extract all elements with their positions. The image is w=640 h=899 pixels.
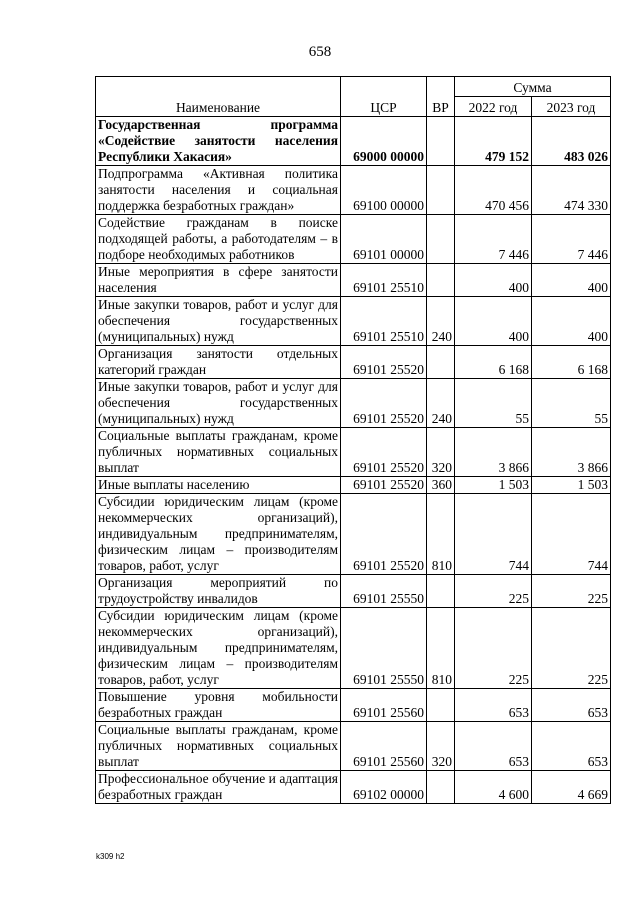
- table-row: [96, 117, 611, 166]
- row-csr: 69101 00000: [341, 215, 427, 264]
- row-name: Профессиональное обучение и адаптация безработных граждан: [96, 771, 341, 804]
- row-csr: 69101 25510: [341, 264, 427, 297]
- header-vr: ВР: [427, 77, 455, 117]
- row-sum-2023: 3 866: [532, 428, 611, 477]
- row-sum-2022: 470 456: [455, 166, 532, 215]
- row-sum-2023: 483 026: [532, 117, 611, 166]
- row-sum-2023: 4 669: [532, 771, 611, 804]
- row-sum-2023: 653: [532, 722, 611, 771]
- header-sum: Сумма: [455, 77, 611, 97]
- row-sum-2022: 7 446: [455, 215, 532, 264]
- row-name: Социальные выплаты гражданам, кроме публичных нормативных социальных выплат: [96, 722, 341, 771]
- table-body: [96, 117, 611, 804]
- row-vr: [427, 117, 455, 166]
- row-name: Иные закупки товаров, работ и услуг для обеспечения государственных (муниципальных) нужд: [96, 297, 341, 346]
- table-row: [96, 297, 611, 346]
- row-name: Повышение уровня мобильности безработных граждан: [96, 689, 341, 722]
- row-name: Субсидии юридическим лицам (кроме некоммерческих организаций), индивидуальным предпринимателям, физическим лицам – производителям товаров, работ, услуг: [96, 608, 341, 689]
- row-sum-2023: 653: [532, 689, 611, 722]
- row-sum-2022: 400: [455, 297, 532, 346]
- row-sum-2022: 3 866: [455, 428, 532, 477]
- row-name: Иные закупки товаров, работ и услуг для обеспечения государственных (муниципальных) нужд: [96, 379, 341, 428]
- row-vr: [427, 689, 455, 722]
- header-year-2022: 2022 год: [455, 97, 532, 117]
- table-row: [96, 575, 611, 608]
- table-row: [96, 428, 611, 477]
- row-sum-2022: 400: [455, 264, 532, 297]
- row-name: Социальные выплаты гражданам, кроме публичных нормативных социальных выплат: [96, 428, 341, 477]
- table-row: [96, 477, 611, 494]
- row-sum-2023: 1 503: [532, 477, 611, 494]
- row-sum-2023: 6 168: [532, 346, 611, 379]
- row-vr: 320: [427, 722, 455, 771]
- row-vr: 240: [427, 297, 455, 346]
- row-sum-2022: 4 600: [455, 771, 532, 804]
- row-vr: [427, 575, 455, 608]
- row-vr: 810: [427, 494, 455, 575]
- table-row: [96, 166, 611, 215]
- table-row: [96, 771, 611, 804]
- table-row: [96, 264, 611, 297]
- header-name: Наименование: [96, 77, 341, 117]
- row-vr: [427, 771, 455, 804]
- row-sum-2022: 6 168: [455, 346, 532, 379]
- table-row: [96, 494, 611, 575]
- row-csr: 69101 25520: [341, 379, 427, 428]
- row-sum-2023: 225: [532, 608, 611, 689]
- budget-table: [95, 76, 611, 804]
- row-csr: 69101 25520: [341, 494, 427, 575]
- row-name: Иные мероприятия в сфере занятости населения: [96, 264, 341, 297]
- row-sum-2023: 400: [532, 264, 611, 297]
- row-name: Иные выплаты населению: [96, 477, 341, 494]
- row-name: Содействие гражданам в поиске подходящей работы, а работодателям – в подборе необходимых работников: [96, 215, 341, 264]
- row-sum-2023: 225: [532, 575, 611, 608]
- row-sum-2023: 400: [532, 297, 611, 346]
- row-sum-2022: 1 503: [455, 477, 532, 494]
- header-year-2023: 2023 год: [532, 97, 611, 117]
- row-name: Организация занятости отдельных категорий граждан: [96, 346, 341, 379]
- row-sum-2022: 225: [455, 608, 532, 689]
- row-sum-2022: 744: [455, 494, 532, 575]
- table-row: [96, 379, 611, 428]
- row-csr: 69101 25520: [341, 346, 427, 379]
- row-vr: 240: [427, 379, 455, 428]
- row-vr: 320: [427, 428, 455, 477]
- header-csr: ЦСР: [341, 77, 427, 117]
- row-csr: 69101 25560: [341, 722, 427, 771]
- row-vr: 810: [427, 608, 455, 689]
- row-csr: 69101 25510: [341, 297, 427, 346]
- page-number: 658: [308, 44, 332, 60]
- table-row: [96, 215, 611, 264]
- footer-code: k309 h2: [96, 852, 125, 861]
- row-sum-2023: 474 330: [532, 166, 611, 215]
- row-name: Подпрограмма «Активная политика занятости населения и социальная поддержка безработных граждан»: [96, 166, 341, 215]
- table-row: [96, 346, 611, 379]
- row-vr: 360: [427, 477, 455, 494]
- row-vr: [427, 166, 455, 215]
- row-csr: 69101 25560: [341, 689, 427, 722]
- row-sum-2022: 653: [455, 722, 532, 771]
- row-sum-2023: 7 446: [532, 215, 611, 264]
- row-name: Организация мероприятий по трудоустройству инвалидов: [96, 575, 341, 608]
- row-sum-2022: 479 152: [455, 117, 532, 166]
- row-sum-2022: 55: [455, 379, 532, 428]
- row-csr: 69101 25520: [341, 477, 427, 494]
- row-sum-2022: 653: [455, 689, 532, 722]
- row-name: Государственная программа «Содействие занятости населения Республики Хакасия»: [96, 117, 341, 166]
- row-csr: 69102 00000: [341, 771, 427, 804]
- row-csr: 69101 25550: [341, 575, 427, 608]
- row-csr: 69101 25550: [341, 608, 427, 689]
- row-sum-2023: 744: [532, 494, 611, 575]
- row-sum-2023: 55: [532, 379, 611, 428]
- table-row: [96, 608, 611, 689]
- row-csr: 69100 00000: [341, 166, 427, 215]
- row-csr: 69000 00000: [341, 117, 427, 166]
- row-vr: [427, 264, 455, 297]
- row-name: Субсидии юридическим лицам (кроме некоммерческих организаций), индивидуальным предпринимателям, физическим лицам – производителям товаров, работ, услуг: [96, 494, 341, 575]
- row-vr: [427, 346, 455, 379]
- row-vr: [427, 215, 455, 264]
- row-sum-2022: 225: [455, 575, 532, 608]
- table-row: [96, 722, 611, 771]
- table-row: [96, 689, 611, 722]
- row-csr: 69101 25520: [341, 428, 427, 477]
